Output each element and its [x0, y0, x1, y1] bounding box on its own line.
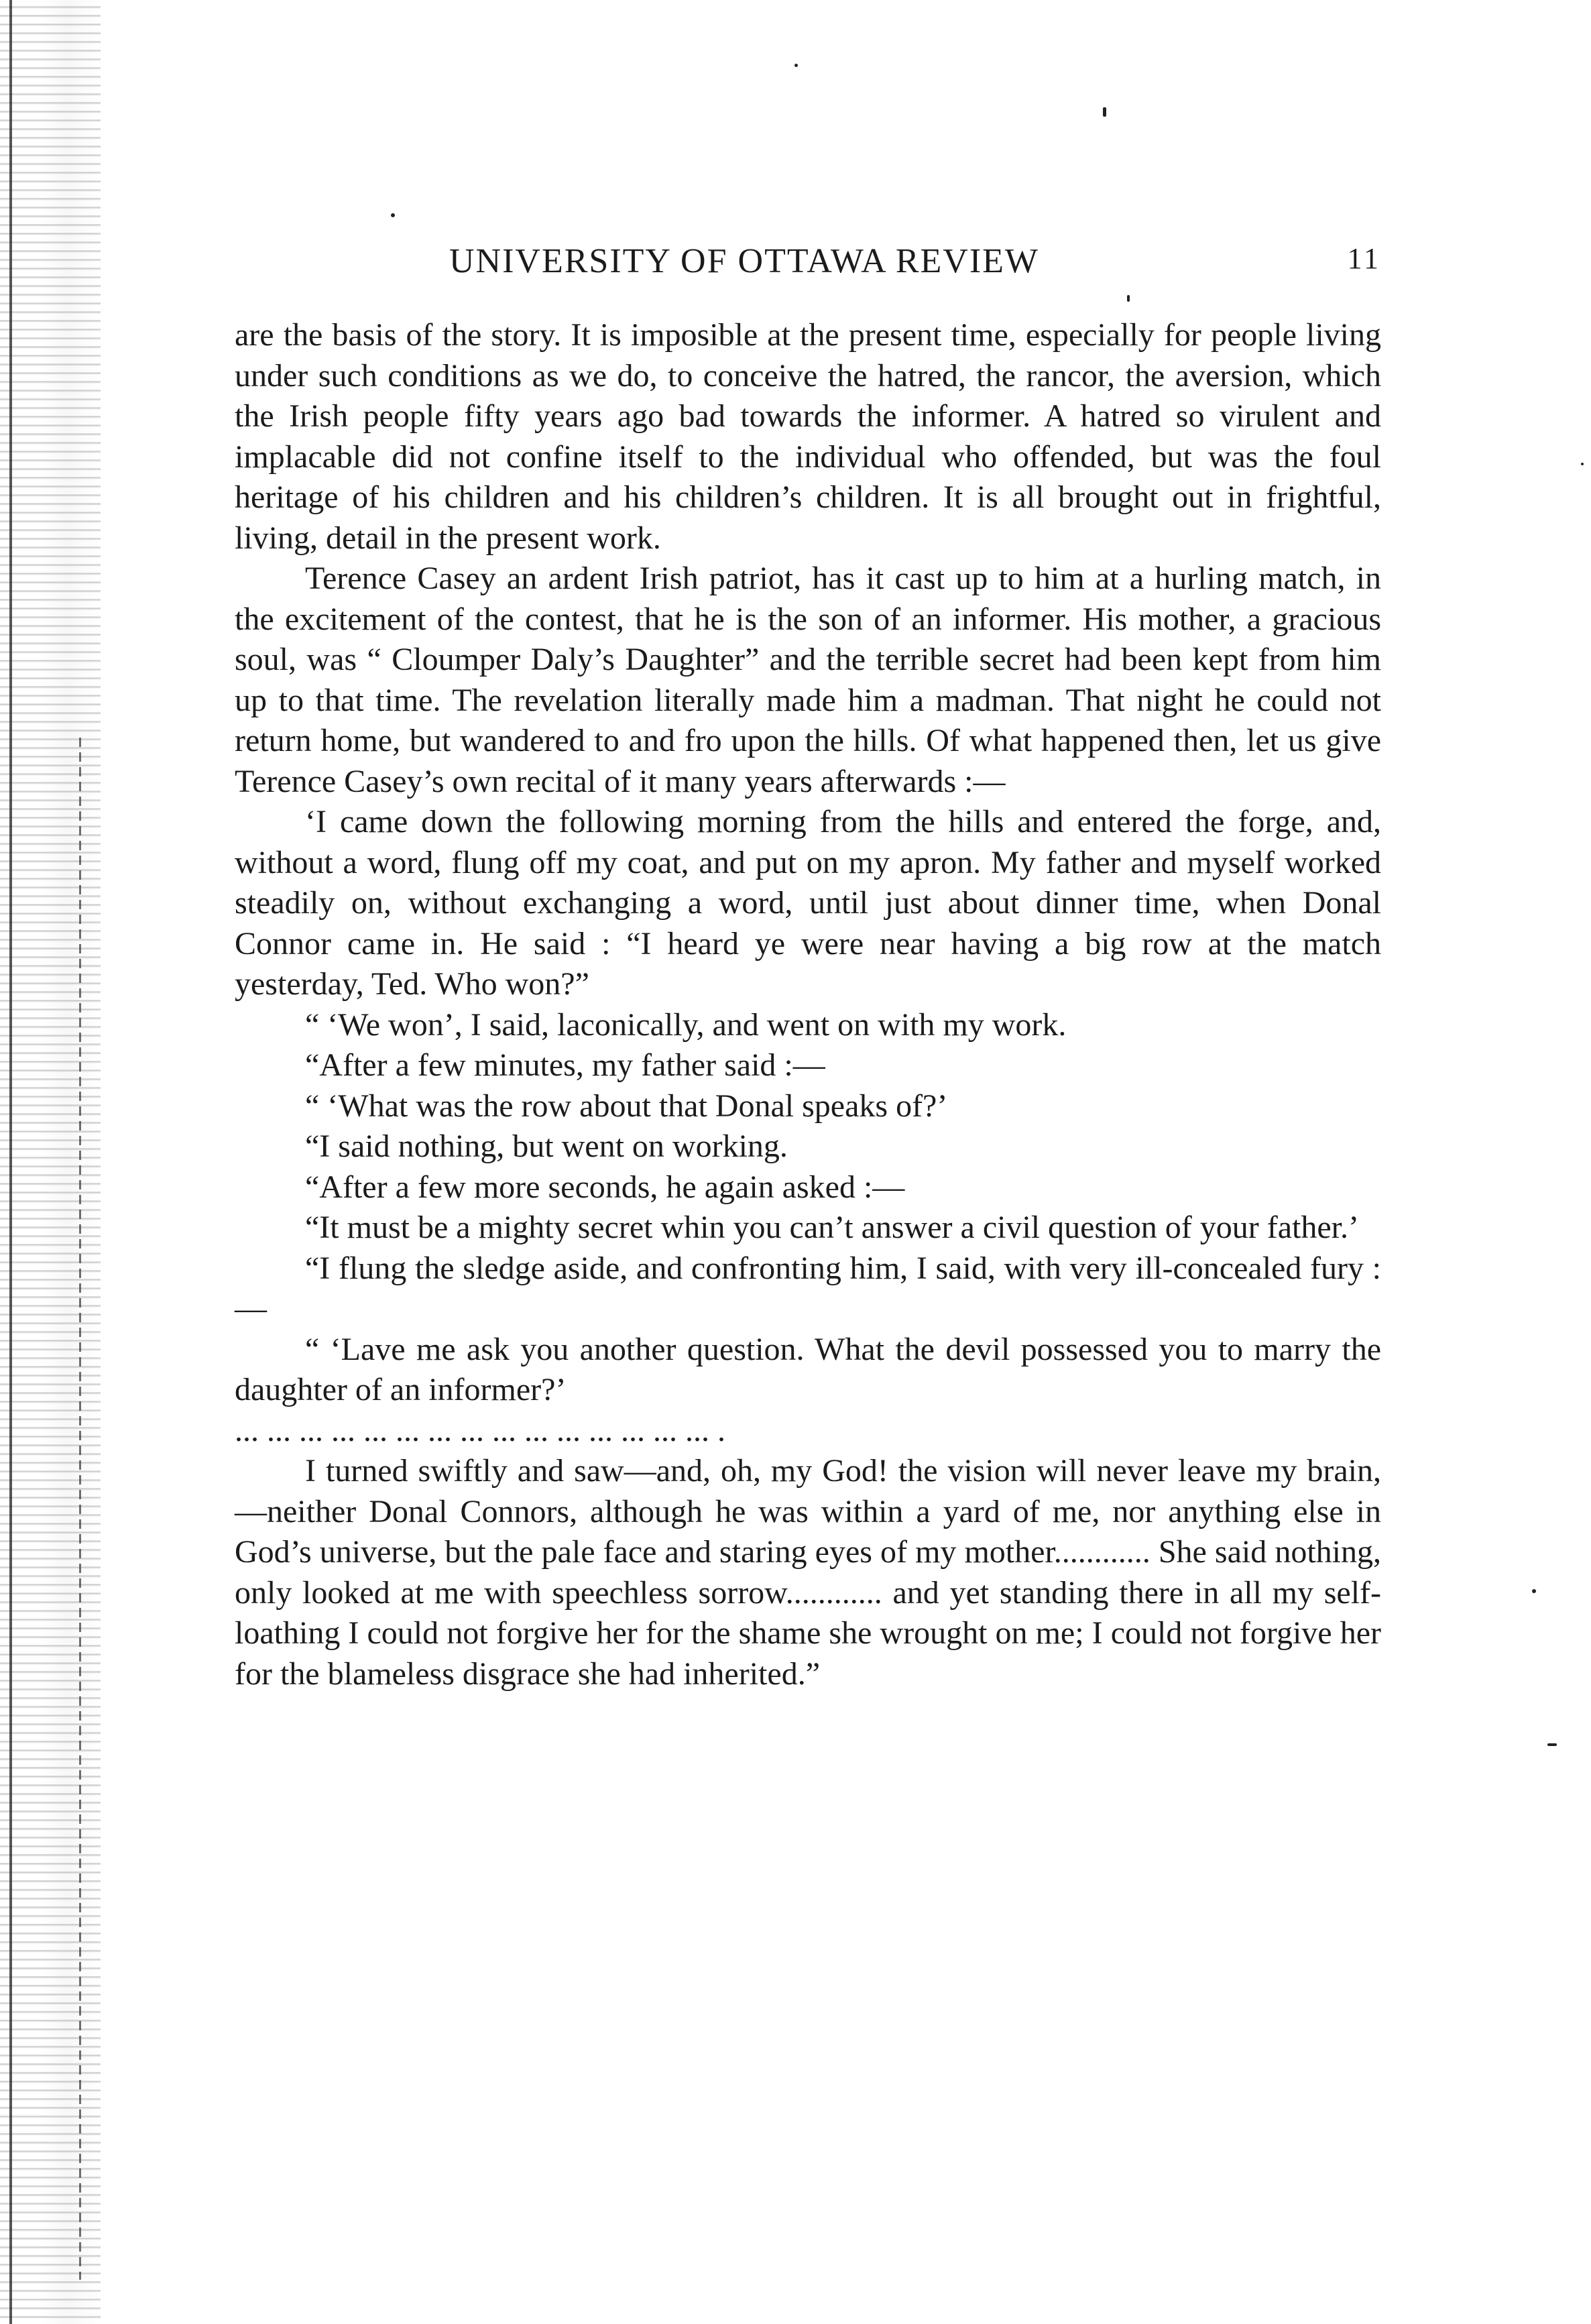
paragraph: “I flung the sledge aside, and confronting him, I said, with very ill-concealed fury :— [235, 1250, 1381, 1326]
paragraph: “ ‘What was the row about that Donal speaks of?’ [305, 1088, 948, 1124]
scan-speck [1581, 463, 1584, 465]
page-number: 11 [1347, 242, 1381, 275]
scan-binding-stitching [79, 738, 81, 2280]
scan-speck [1532, 1589, 1536, 1593]
scan-speck [391, 213, 395, 217]
paragraph: “ ‘Lave me ask you another question. What the devil possessed you to marry the daughter of an informer?’ [235, 1331, 1381, 1407]
paragraph: are the basis of the story. It is imposible at the present time, especially for people living under such conditions as we do, to conceive the hatred, the rancor, the aversion, which the Irish people fifty years ago bad towards the informer. A hatred so virulent and implacable did not confine itself to the individual who offended, but was the foul heritage of his children and his children’s children. It is all brought out in frightful, living, detail in the present work. [235, 317, 1381, 556]
article-body [235, 315, 1381, 1694]
ellipsis-break: ... ... ... ... ... ... ... ... ... ... ... ... ... ... ... . [235, 1412, 725, 1448]
scan-speck [794, 64, 798, 67]
scan-binding-line [9, 0, 12, 2324]
scan-speck [1127, 295, 1130, 302]
paragraph: “After a few minutes, my father said :— [305, 1047, 825, 1083]
scan-speck [1547, 1743, 1557, 1746]
running-header [235, 241, 1381, 288]
journal-title: UNIVERSITY OF OTTAWA REVIEW [449, 242, 1039, 280]
paragraph: “It must be a mighty secret whin you can’t answer a civil question of your father.’ [305, 1210, 1359, 1245]
paragraph: “I said nothing, but went on working. [305, 1128, 788, 1164]
scan-binding-edge [0, 0, 101, 2324]
paragraph: I turned swiftly and saw—and, oh, my God! the vision will never leave my brain,—neither Donal Connors, although he was within a yard of me, nor anything else in God’s universe, but the pale face and staring eyes of my mother............ She said nothing, only looked at me with speechless sorrow............ and yet standing there in all my self-loathing I could not forgive her for the shame she wrought on me; I could not forgive her for the blameless disgrace she had inherited.” [235, 1453, 1381, 1692]
paragraph: “ ‘We won’, I said, laconically, and went on with my work. [305, 1006, 1067, 1043]
paragraph: “After a few more seconds, he again asked :— [305, 1169, 905, 1205]
paragraph: ‘I came down the following morning from the hills and entered the forge, and, without a word, flung off my coat, and put on my apron. My father and myself worked steadily on, without exchanging a word, until just about dinner time, when Donal Connor came in. He said : “I heard ye were near having a big row at the match yesterday, Ted. Who won?” [235, 804, 1381, 1002]
scan-speck [1103, 107, 1106, 117]
paragraph: Terence Casey an ardent Irish patriot, has it cast up to him at a hurling match, in the excitement of the contest, that he is the son of an informer. His mother, a gracious soul, was “ Cloumper Daly’s Daughter” and the terrible secret had been kept from him up to that time. The revelation literally made him a madman. That night he could not return home, but wandered to and fro upon the hills. Of what happened then, let us give Terence Casey’s own recital of it many years afterwards :— [235, 561, 1381, 799]
